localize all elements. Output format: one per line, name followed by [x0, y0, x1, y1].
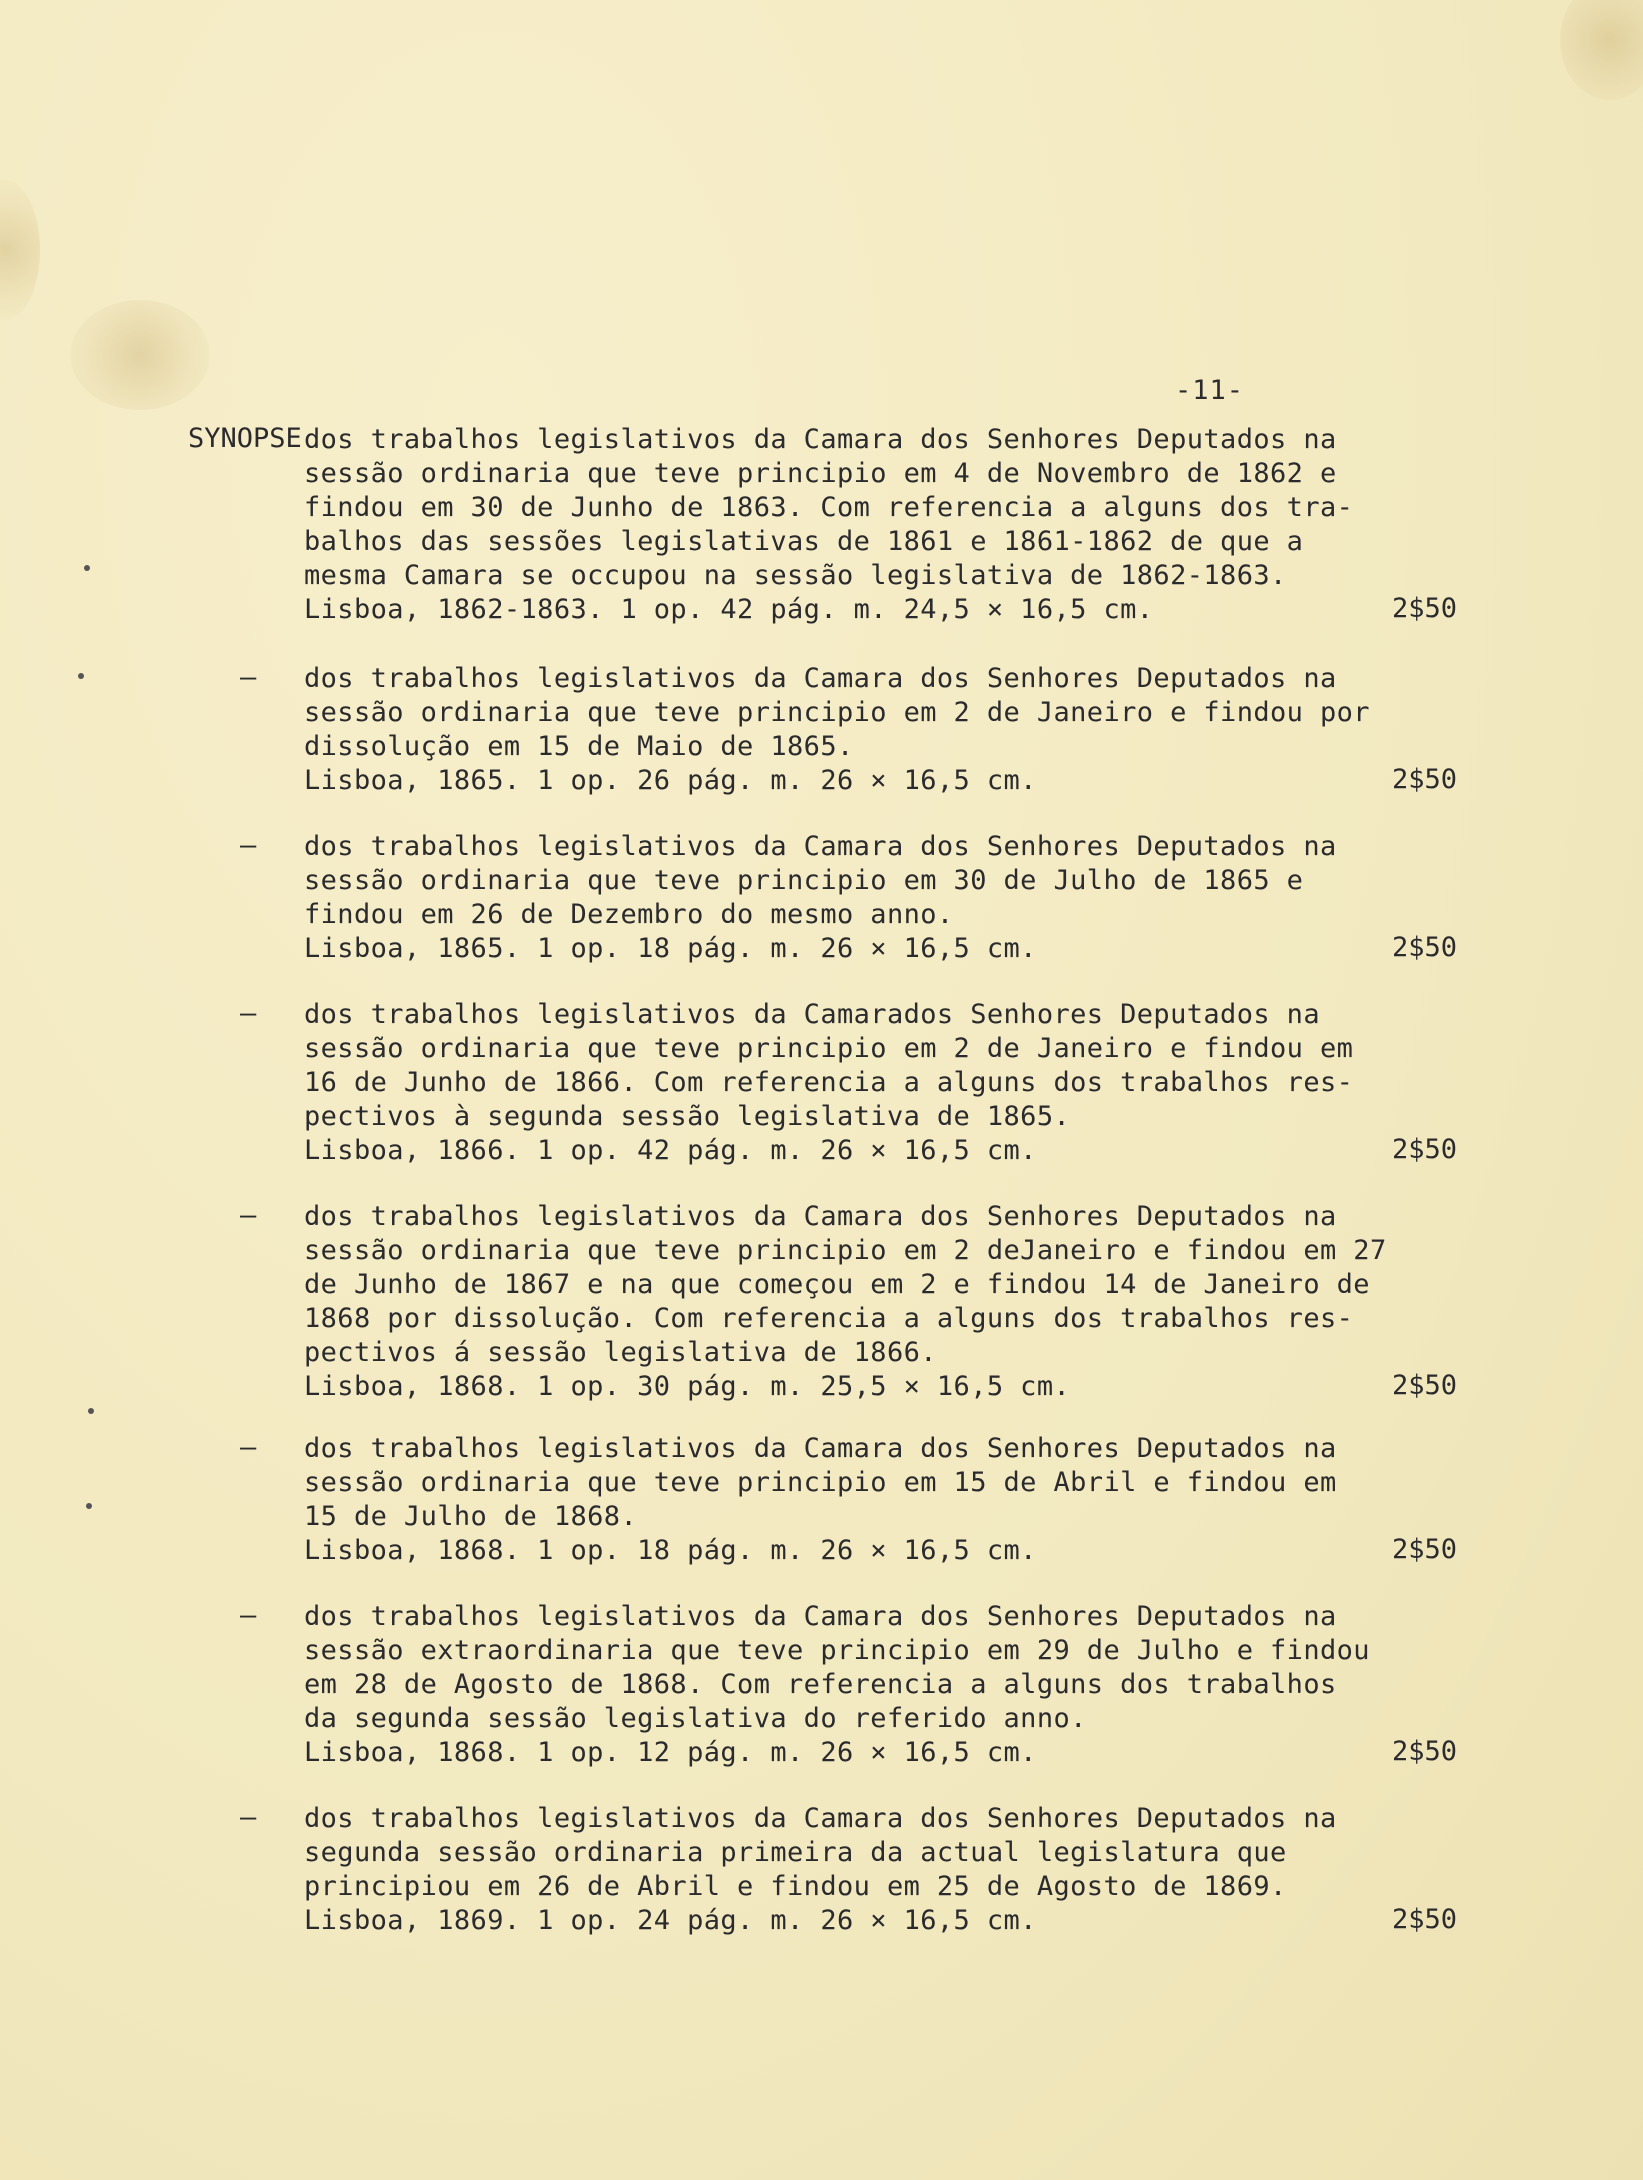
- entry-price: 2$50: [1392, 1534, 1458, 1565]
- entry-line: Lisboa, 1865. 1 op. 26 pág. m. 26 × 16,5 cm.: [304, 765, 1037, 796]
- entry-line: em 28 de Agosto de 1868. Com referencia a alguns dos trabalhos: [304, 1669, 1337, 1700]
- entry-text: [304, 1432, 1404, 1568]
- entry-dash: –: [240, 662, 257, 693]
- entry-line: findou em 30 de Junho de 1863. Com referencia a alguns dos tra-: [304, 492, 1354, 523]
- entry-line: Lisboa, 1862-1863. 1 op. 42 pág. m. 24,5 × 16,5 cm.: [304, 594, 1154, 625]
- paper-speck: [84, 565, 90, 571]
- entry-line: sessão extraordinaria que teve principio em 29 de Julho e findou: [304, 1635, 1370, 1666]
- entry-dash: –: [240, 1802, 257, 1833]
- entry-line: 15 de Julho de 1868.: [304, 1501, 638, 1532]
- entry-price: 2$50: [1392, 1736, 1458, 1767]
- entry-line: da segunda sessão legislativa do referido anno.: [304, 1703, 1087, 1734]
- entry-dash: –: [240, 1200, 257, 1231]
- entry-line: dissolução em 15 de Maio de 1865.: [304, 731, 854, 762]
- entry-line: dos trabalhos legislativos da Camara dos Senhores Deputados na: [304, 1803, 1337, 1834]
- entry-line: dos trabalhos legislativos da Camara dos Senhores Deputados na: [304, 424, 1337, 455]
- entry-line: principiou em 26 de Abril e findou em 25 de Agosto de 1869.: [304, 1871, 1287, 1902]
- paper-stain: [0, 180, 40, 320]
- entry-text: [304, 1802, 1404, 1938]
- entry-line: pectivos á sessão legislativa de 1866.: [304, 1337, 937, 1368]
- entry-line: sessão ordinaria que teve principio em 4 de Novembro de 1862 e: [304, 458, 1337, 489]
- paper-stain: [1560, 0, 1643, 100]
- entry-text: [304, 423, 1404, 627]
- entry-line: sessão ordinaria que teve principio em 2 de Janeiro e findou em: [304, 1033, 1354, 1064]
- entry-line: Lisboa, 1868. 1 op. 12 pág. m. 26 × 16,5 cm.: [304, 1737, 1037, 1768]
- entry-text: [304, 662, 1404, 798]
- entry-price: 2$50: [1392, 932, 1458, 963]
- entry-line: 16 de Junho de 1866. Com referencia a alguns dos trabalhos res-: [304, 1067, 1354, 1098]
- entry-line: dos trabalhos legislativos da Camara dos Senhores Deputados na: [304, 1433, 1337, 1464]
- entry-price: 2$50: [1392, 593, 1458, 624]
- entry-line: findou em 26 de Dezembro do mesmo anno.: [304, 899, 954, 930]
- entry-line: dos trabalhos legislativos da Camara dos Senhores Deputados na: [304, 1601, 1337, 1632]
- entry-line: sessão ordinaria que teve principio em 15 de Abril e findou em: [304, 1467, 1337, 1498]
- entry-line: pectivos à segunda sessão legislativa de 1865.: [304, 1101, 1071, 1132]
- entry-line: dos trabalhos legislativos da Camarados Senhores Deputados na: [304, 999, 1320, 1030]
- entry-line: de Junho de 1867 e na que começou em 2 e findou 14 de Janeiro de: [304, 1269, 1370, 1300]
- paper-stain: [70, 300, 210, 410]
- entry-line: balhos das sessões legislativas de 1861 e 1861-1862 de que a: [304, 526, 1304, 557]
- entry-line: mesma Camara se occupou na sessão legislativa de 1862-1863.: [304, 560, 1287, 591]
- catalog-heading: SYNOPSE: [188, 423, 302, 454]
- entry-dash: –: [240, 830, 257, 861]
- entry-line: dos trabalhos legislativos da Camara dos Senhores Deputados na: [304, 663, 1337, 694]
- entry-dash: –: [240, 998, 257, 1029]
- entry-line: Lisboa, 1868. 1 op. 30 pág. m. 25,5 × 16,5 cm.: [304, 1371, 1071, 1402]
- entry-line: Lisboa, 1868. 1 op. 18 pág. m. 26 × 16,5 cm.: [304, 1535, 1037, 1566]
- entry-price: 2$50: [1392, 1134, 1458, 1165]
- entry-line: segunda sessão ordinaria primeira da actual legislatura que: [304, 1837, 1287, 1868]
- entry-line: dos trabalhos legislativos da Camara dos Senhores Deputados na: [304, 1201, 1337, 1232]
- entry-line: sessão ordinaria que teve principio em 30 de Julho de 1865 e: [304, 865, 1304, 896]
- entry-price: 2$50: [1392, 764, 1458, 795]
- entry-line: dos trabalhos legislativos da Camara dos Senhores Deputados na: [304, 831, 1337, 862]
- entry-line: sessão ordinaria que teve principio em 2 deJaneiro e findou em 27: [304, 1235, 1387, 1266]
- entry-line: 1868 por dissolução. Com referencia a alguns dos trabalhos res-: [304, 1303, 1354, 1334]
- entry-text: [304, 998, 1404, 1168]
- entry-line: Lisboa, 1865. 1 op. 18 pág. m. 26 × 16,5 cm.: [304, 933, 1037, 964]
- paper-speck: [88, 1408, 94, 1414]
- entry-dash: –: [240, 1432, 257, 1463]
- entry-text: [304, 1600, 1404, 1770]
- paper-speck: [86, 1503, 92, 1509]
- paper-speck: [78, 673, 84, 679]
- entry-price: 2$50: [1392, 1370, 1458, 1401]
- entry-line: Lisboa, 1866. 1 op. 42 pág. m. 26 × 16,5 cm.: [304, 1135, 1037, 1166]
- entry-price: 2$50: [1392, 1904, 1458, 1935]
- entry-text: [304, 830, 1404, 966]
- entry-dash: –: [240, 1600, 257, 1631]
- entry-line: Lisboa, 1869. 1 op. 24 pág. m. 26 × 16,5 cm.: [304, 1905, 1037, 1936]
- page-number: -11-: [1175, 375, 1245, 406]
- entry-line: sessão ordinaria que teve principio em 2 de Janeiro e findou por: [304, 697, 1370, 728]
- entry-text: [304, 1200, 1404, 1404]
